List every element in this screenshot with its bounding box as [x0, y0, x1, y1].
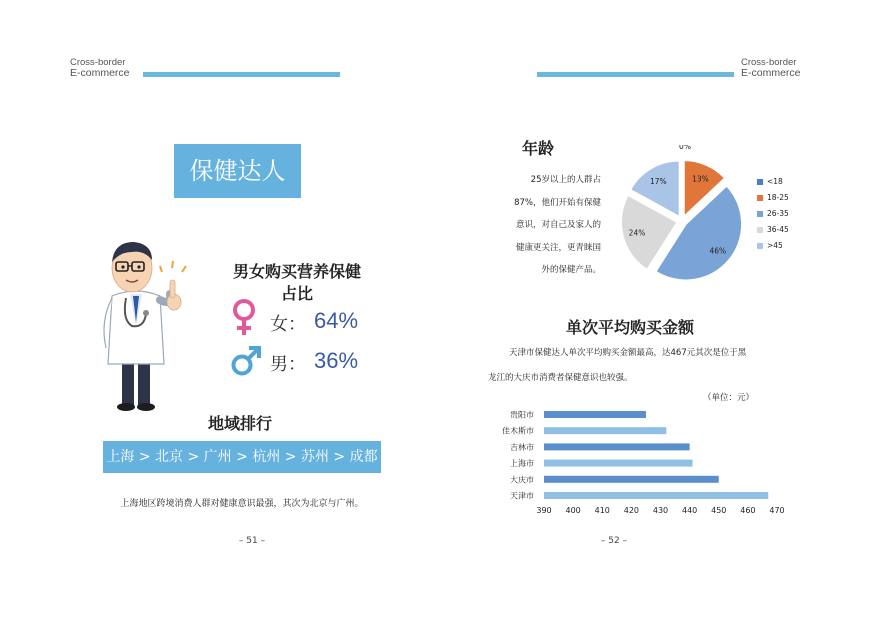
legend-swatch [757, 211, 763, 217]
pie-label-18-25: 13% [692, 174, 709, 184]
legend-swatch [757, 243, 763, 249]
region-note: 上海地区跨境消费人群对健康意识最强，其次为北京与广州。 [120, 499, 364, 509]
bar-上海市 [544, 460, 693, 467]
legend-label: 36-45 [767, 225, 789, 234]
age-line-3: 意识，对自己及家人的 [515, 220, 601, 230]
x-tick-label: 420 [623, 506, 640, 515]
left-logo-line2: E-commerce [70, 67, 130, 79]
gender-heading-line2: 占比 [280, 284, 313, 303]
bar-大庆市 [544, 476, 719, 483]
right-logo [741, 57, 801, 79]
legend-swatch [757, 179, 763, 185]
age-pie-legend [757, 176, 789, 256]
bar-category-label: 吉林市 [510, 442, 534, 452]
right-logo-line2: E-commerce [741, 67, 801, 79]
x-tick-label: 390 [536, 506, 552, 515]
spend-text-line1: 天津市保健达人单次平均购买金额最高，达467元其次是位于黑 [509, 348, 747, 358]
female-label: 女： [270, 314, 306, 335]
age-line-1: 25岁以上的人群占 [530, 175, 601, 185]
bar-贵阳市 [544, 411, 646, 418]
page-title: 保健达人 [174, 144, 301, 198]
bar-category-label: 大庆市 [510, 475, 534, 485]
legend-label: 26-35 [767, 209, 789, 218]
right-page-number: – 52 – [600, 536, 628, 546]
pie-label-26-35: 46% [709, 246, 727, 256]
legend-label: >45 [767, 241, 783, 250]
spend-text-line2: 龙江的大庆市消费者保健意识也较强。 [488, 373, 633, 383]
x-tick-label: 440 [681, 506, 698, 515]
age-description [481, 169, 601, 282]
pie-label-<18: 0% [679, 145, 691, 151]
bar-佳木斯市 [544, 427, 666, 434]
legend-item-26-35 [757, 208, 789, 219]
pie-label-36-45: 24% [628, 228, 646, 238]
region-heading: 地域排行 [207, 414, 272, 433]
bar-天津市 [544, 492, 768, 499]
unit-note: （单位：元） [703, 393, 755, 403]
legend-label: <18 [767, 177, 783, 186]
age-line-2: 87%，他们开始有保健 [514, 197, 601, 208]
age-line-4: 健康更关注，更青睐国 [515, 242, 601, 253]
female-percentage: 64% [314, 308, 359, 333]
legend-item-18-25 [757, 192, 789, 203]
left-logo-line1: Cross-border [70, 57, 126, 68]
bar-吉林市 [544, 443, 690, 450]
legend-item->45 [757, 240, 789, 251]
bar-category-label: 贵阳市 [510, 410, 534, 420]
age-heading: 年龄 [521, 139, 554, 158]
legend-swatch [757, 195, 763, 201]
male-symbol-icon [230, 345, 262, 377]
x-tick-label: 400 [565, 506, 581, 515]
legend-item-36-45 [757, 224, 789, 235]
left-logo [70, 57, 130, 79]
bar-category-label: 佳木斯市 [502, 426, 534, 436]
region-ranking-bar: 上海 > 北京 > 广州 > 杭州 > 苏州 > 成都 [103, 441, 381, 473]
female-symbol-icon [230, 298, 258, 338]
right-header-bar [537, 72, 734, 77]
x-tick-label: 460 [740, 506, 756, 515]
gender-heading-line1: 男女购买营养保健 [232, 262, 361, 281]
age-line-5: 外的保健产品。 [541, 265, 601, 275]
age-pie-chart [612, 145, 752, 285]
spend-bar-chart [490, 404, 800, 519]
left-page-number: – 51 – [238, 536, 266, 546]
doctor-illustration [92, 236, 192, 412]
x-tick-label: 450 [711, 506, 727, 515]
legend-swatch [757, 227, 763, 233]
pie-label->45: 17% [650, 177, 667, 187]
legend-label: 18-25 [767, 193, 789, 202]
x-tick-label: 430 [652, 506, 669, 515]
bar-category-label: 天津市 [510, 491, 534, 501]
spend-heading: 单次平均购买金额 [565, 318, 694, 337]
bar-category-label: 上海市 [510, 459, 534, 469]
male-label: 男： [270, 354, 306, 375]
legend-item-<18 [757, 176, 789, 187]
x-tick-label: 470 [769, 506, 785, 515]
left-header-bar [143, 72, 340, 77]
right-logo-line1: Cross-border [741, 57, 797, 68]
male-percentage: 36% [314, 348, 359, 373]
x-tick-label: 410 [594, 506, 610, 515]
